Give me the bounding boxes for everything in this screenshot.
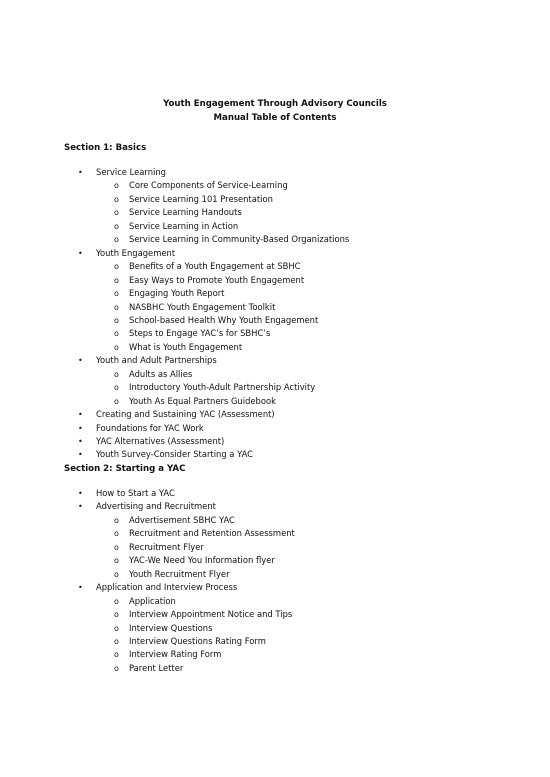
- toc-subitem-label: Adults as Allies: [129, 368, 193, 379]
- circle-bullet-icon: o: [114, 396, 119, 406]
- section-heading: Section 2: Starting a YAC: [64, 464, 186, 474]
- toc-item-label: Application and Interview Process: [96, 582, 238, 593]
- bullet-icon: •: [78, 423, 83, 433]
- circle-bullet-icon: o: [114, 221, 119, 231]
- toc-subitem-label: Interview Questions: [129, 622, 213, 633]
- document-title: Youth Engagement Through Advisory Councils: [163, 99, 387, 109]
- circle-bullet-icon: o: [114, 194, 119, 204]
- toc-subitem-label: Youth Recruitment Flyer: [129, 568, 230, 579]
- toc-subitem-label: Benefits of a Youth Engagement at SBHC: [129, 261, 301, 272]
- circle-bullet-icon: o: [114, 289, 119, 299]
- toc-subitem-label: Recruitment and Retention Assessment: [129, 528, 295, 539]
- toc-item-label: Creating and Sustaining YAC (Assessment): [96, 409, 275, 420]
- toc-subitem-label: Service Learning in Action: [129, 220, 239, 231]
- toc-subitem-label: Advertisement SBHC YAC: [129, 514, 235, 525]
- toc-subitem-label: Parent Letter: [129, 662, 184, 673]
- bullet-icon: •: [78, 502, 83, 512]
- toc-item-label: Youth and Adult Partnerships: [96, 355, 217, 366]
- circle-bullet-icon: o: [114, 623, 119, 633]
- toc-subitem-label: Recruitment Flyer: [129, 541, 204, 552]
- toc-item-label: YAC Alternatives (Assessment): [96, 436, 225, 446]
- toc-subitem-label: Easy Ways to Promote Youth Engagement: [129, 274, 305, 285]
- toc-subitem-label: What is Youth Engagement: [129, 341, 243, 352]
- circle-bullet-icon: o: [114, 529, 119, 539]
- bullet-icon: •: [78, 168, 83, 177]
- toc-subitem-label: Engaging Youth Report: [129, 288, 225, 299]
- circle-bullet-icon: o: [114, 383, 119, 393]
- circle-bullet-icon: o: [114, 369, 119, 379]
- toc-subitem-label: Youth As Equal Partners Guidebook: [129, 395, 276, 406]
- circle-bullet-icon: o: [114, 610, 119, 620]
- circle-bullet-icon: o: [114, 302, 119, 312]
- toc-subitem-label: Interview Rating Form: [129, 649, 222, 660]
- toc-subitem-label: Interview Appointment Notice and Tips: [129, 609, 293, 620]
- toc-subitem-label: School-based Health Why Youth Engagement: [129, 314, 319, 325]
- toc-item-label: How to Start a YAC: [96, 488, 175, 498]
- toc-subitem-label: Steps to Engage YAC’s for SBHC’s: [129, 328, 271, 339]
- circle-bullet-icon: o: [114, 515, 119, 525]
- circle-bullet-icon: o: [114, 235, 119, 245]
- bullet-icon: •: [78, 450, 83, 460]
- circle-bullet-icon: o: [114, 275, 119, 285]
- toc-subitem-label: Service Learning in Community-Based Organizations: [129, 234, 350, 245]
- toc-item-label: Youth Survey-Consider Starting a YAC: [96, 449, 253, 460]
- bullet-icon: •: [78, 356, 83, 366]
- circle-bullet-icon: o: [114, 556, 119, 566]
- circle-bullet-icon: o: [114, 596, 119, 606]
- circle-bullet-icon: o: [114, 636, 119, 646]
- circle-bullet-icon: o: [114, 262, 119, 272]
- toc-subitem-label: NASBHC Youth Engagement Toolkit: [129, 301, 276, 312]
- document-subtitle: Manual Table of Contents: [213, 112, 337, 123]
- circle-bullet-icon: o: [114, 329, 119, 339]
- circle-bullet-icon: o: [114, 569, 119, 579]
- circle-bullet-icon: o: [114, 342, 119, 352]
- circle-bullet-icon: o: [114, 542, 119, 552]
- toc-subitem-label: Interview Questions Rating Form: [129, 635, 266, 646]
- section-heading: Section 1: Basics: [64, 143, 147, 153]
- toc-subitem-label: Application: [129, 595, 176, 606]
- toc-subitem-label: Introductory Youth-Adult Partnership Activity: [129, 382, 316, 393]
- bullet-icon: •: [78, 437, 83, 446]
- toc-item-label: Foundations for YAC Work: [96, 422, 204, 433]
- bullet-icon: •: [78, 248, 83, 258]
- toc-subitem-label: Core Components of Service-Learning: [129, 180, 288, 191]
- bullet-icon: •: [78, 583, 83, 593]
- circle-bullet-icon: o: [114, 208, 119, 218]
- circle-bullet-icon: o: [114, 315, 119, 325]
- title-block: [0, 98, 550, 125]
- toc-subitem-label: Service Learning 101 Presentation: [129, 193, 273, 204]
- circle-bullet-icon: o: [114, 663, 119, 673]
- circle-bullet-icon: o: [114, 181, 119, 191]
- toc-subitem-label: YAC-We Need You Information flyer: [129, 555, 275, 566]
- bullet-icon: •: [78, 410, 83, 420]
- toc-subitem-label: Service Learning Handouts: [129, 207, 242, 218]
- circle-bullet-icon: o: [114, 650, 119, 660]
- toc-item-label: Advertising and Recruitment: [96, 501, 216, 512]
- toc-item-label: Service Learning: [96, 167, 166, 177]
- toc-item-label: Youth Engagement: [96, 247, 176, 258]
- bullet-icon: •: [78, 489, 83, 498]
